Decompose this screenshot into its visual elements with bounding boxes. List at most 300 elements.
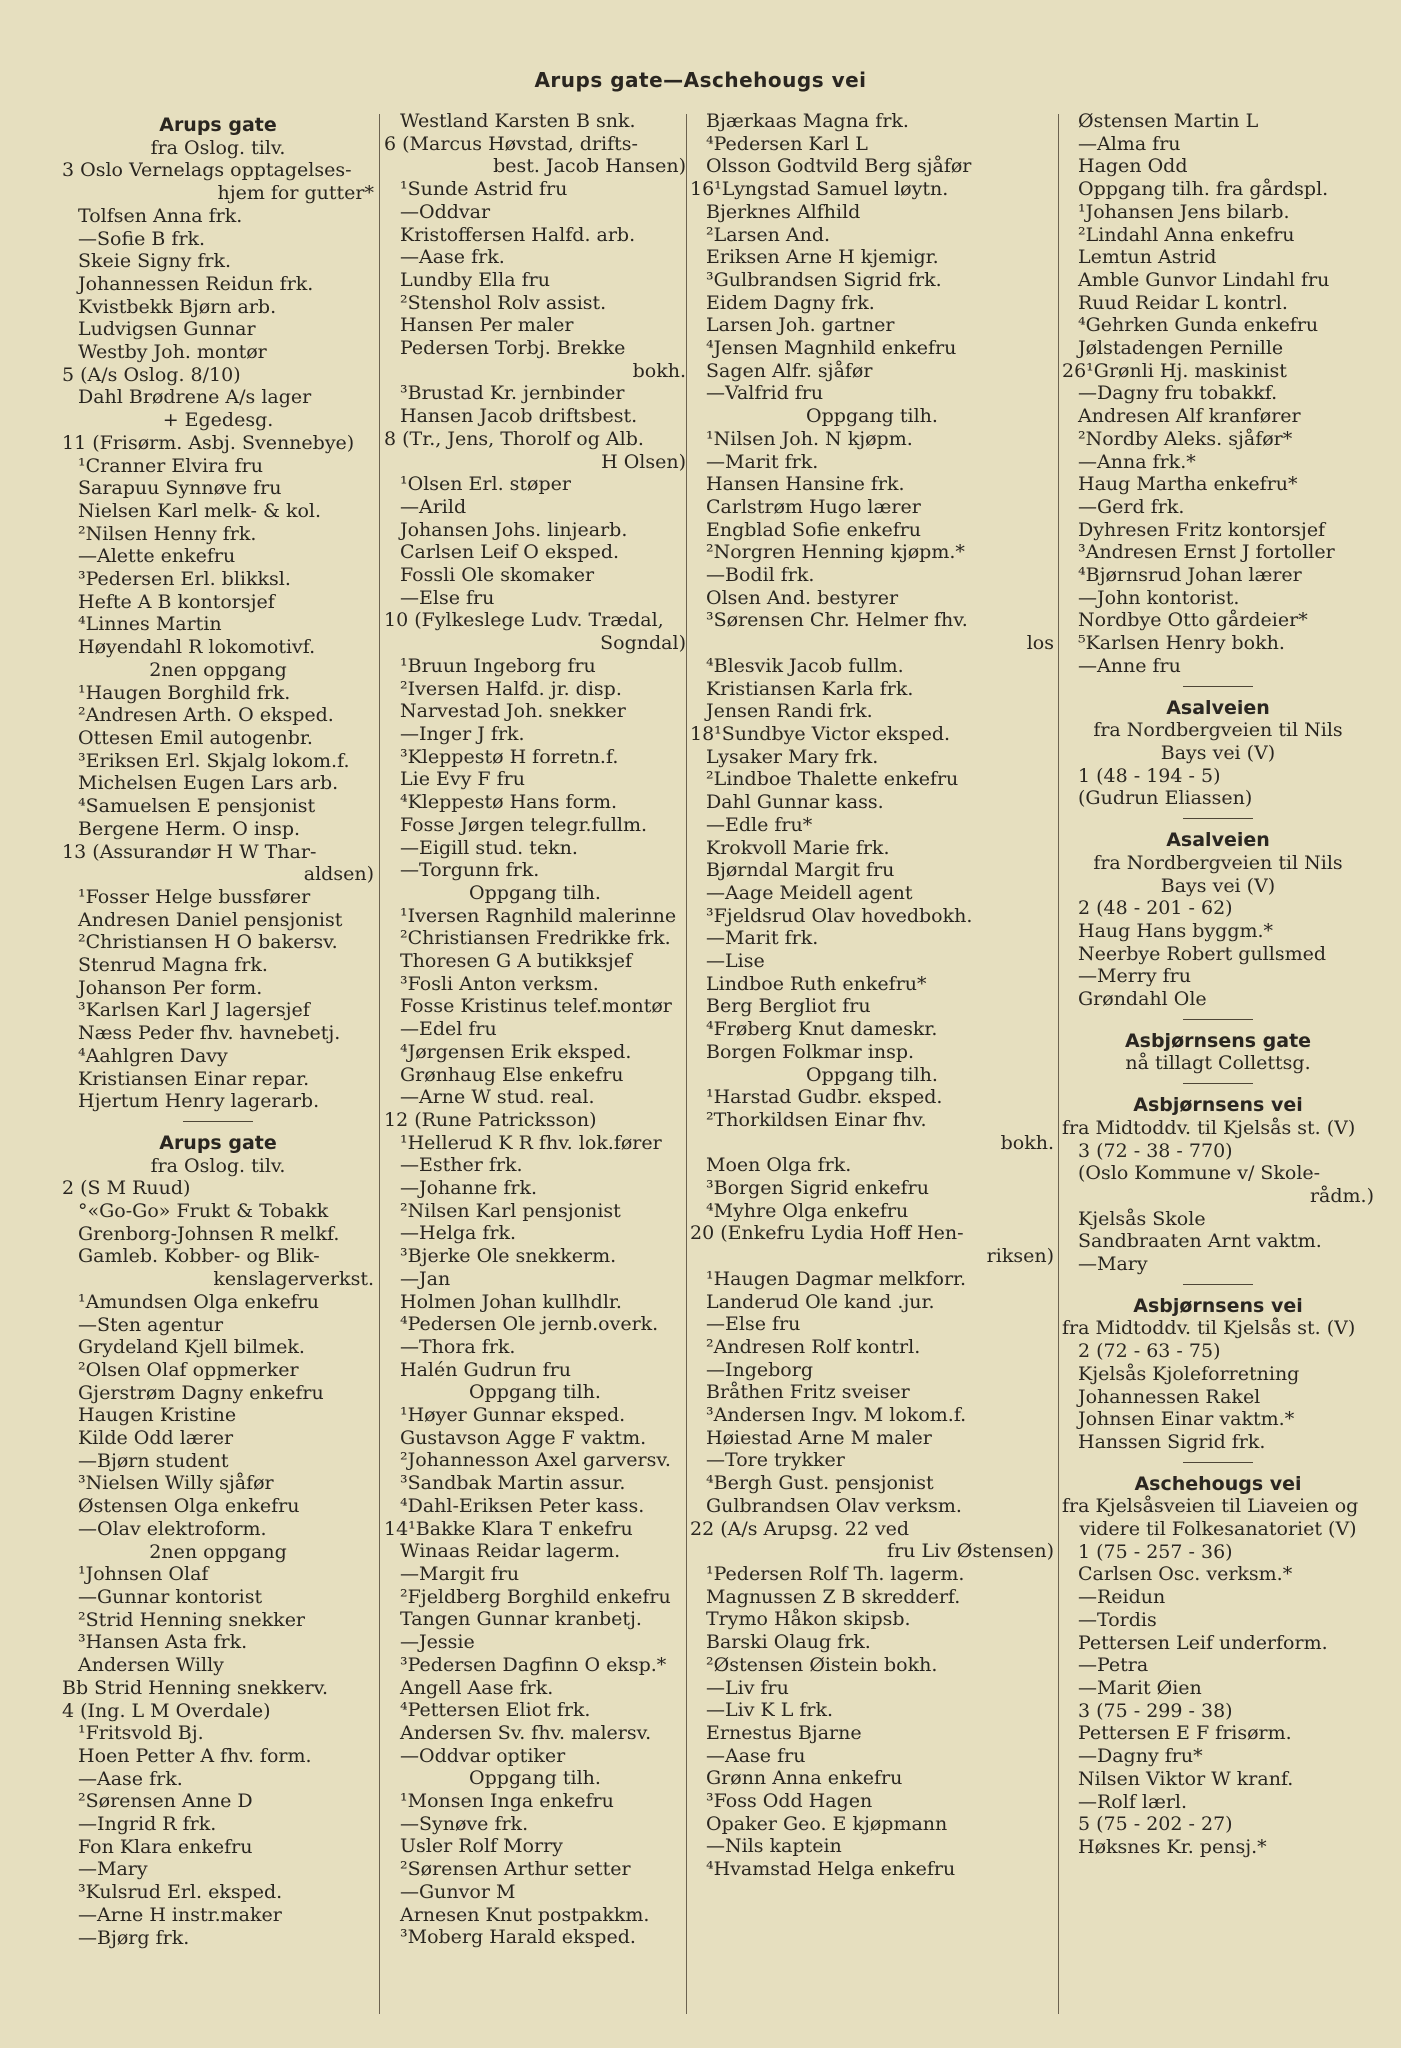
directory-line: Pettersen Leif underform. <box>1078 1631 1328 1654</box>
directory-line: 2 (72 - 63 - 75) <box>1078 1340 1221 1363</box>
directory-line: 2 (S M Ruud) <box>62 1177 191 1200</box>
directory-line: Østensen Martin L <box>1078 110 1259 132</box>
directory-line: ³Andersen Ingv. M lokom.f. <box>706 1404 967 1427</box>
directory-line: Michelsen Eugen Lars arb. <box>78 772 339 795</box>
directory-line: ³Brustad Kr. jernbinder <box>400 382 625 405</box>
directory-line: Nilsen Viktor W kranf. <box>1078 1767 1294 1790</box>
directory-line: —Bjørn student <box>78 1449 229 1472</box>
directory-line: Haug Martha enkefru* <box>1078 473 1298 496</box>
directory-line: —Nils kaptein <box>706 1835 842 1858</box>
directory-line: —Liv K L frk. <box>706 1699 834 1722</box>
directory-line: ³Foss Odd Hagen <box>706 1790 873 1813</box>
directory-line: ³Andresen Ernst J fortoller <box>1078 541 1335 564</box>
directory-line: Grønn Anna enkefru <box>706 1767 903 1790</box>
directory-line: —Rolf lærl. <box>1078 1790 1188 1813</box>
directory-line: ³Hansen Asta frk. <box>78 1631 248 1654</box>
directory-line: Moen Olga frk. <box>706 1154 852 1177</box>
directory-line: Andersen Willy <box>78 1654 224 1677</box>
directory-line: ¹Pedersen Rolf Th. lagerm. <box>706 1563 965 1585</box>
directory-line: ¹Høyer Gunnar eksped. <box>400 1404 626 1427</box>
directory-line: Lundby Ella fru <box>400 268 550 291</box>
directory-line: Kristiansen Einar repar. <box>78 1067 310 1090</box>
directory-line: Trymo Håkon skipsb. <box>706 1608 911 1631</box>
directory-line: Carlstrøm Hugo lærer <box>706 495 921 518</box>
directory-line: fra Nordbergveien til Nils <box>1093 719 1343 742</box>
directory-line: ²Andresen Rolf kontrl. <box>706 1335 921 1358</box>
directory-line: ³Sandbak Martin assur. <box>400 1472 626 1495</box>
directory-line: 5 (75 - 202 - 27) <box>1078 1813 1233 1836</box>
directory-line: ³Borgen Sigrid enkefru <box>706 1177 929 1200</box>
directory-line: 12 (Rune Patricksson) <box>384 1108 597 1131</box>
directory-line: (Oslo Kommune v/ Skole- <box>1078 1162 1321 1185</box>
directory-line: Opaker Geo. E kjøpmann <box>706 1812 948 1835</box>
directory-line: Neerbye Robert gullsmed <box>1078 942 1327 965</box>
directory-line: Haug Hans byggm.* <box>1078 919 1274 942</box>
directory-line: ⁴Bergh Gust. pensjonist <box>706 1472 934 1495</box>
directory-line: —Bodil frk. <box>706 564 815 587</box>
directory-line: riksen) <box>986 1245 1054 1268</box>
directory-line: Bjørndal Margit fru <box>706 859 895 882</box>
directory-line: —Thora frk. <box>400 1335 516 1358</box>
directory-line: ²Fjeldberg Borghild enkefru <box>400 1585 671 1608</box>
directory-line: —Gunvor M <box>400 1880 516 1903</box>
section-divider <box>1183 818 1253 819</box>
directory-line: ²Iversen Halfd. jr. disp. <box>400 677 622 700</box>
directory-line: —Lise <box>706 950 765 973</box>
directory-line: Landerud Ole kand .jur. <box>706 1290 935 1313</box>
directory-line: —Gerd frk. <box>1078 495 1185 518</box>
directory-line: ³Moberg Harald eksped. <box>400 1926 636 1949</box>
directory-line: —Marit Øien <box>1078 1677 1202 1699</box>
directory-line: ¹Haugen Dagmar melkforr. <box>706 1267 967 1290</box>
directory-line: —Mary <box>1078 1253 1148 1276</box>
directory-line: Borgen Folkmar insp. <box>706 1040 915 1063</box>
directory-line: —Bjørg frk. <box>78 1926 190 1949</box>
directory-line: Johannessen Reidun frk. <box>78 272 314 295</box>
column-rule <box>379 114 380 2014</box>
street-heading: Asbjørnsens vei <box>1133 1094 1303 1117</box>
directory-line: Westby Joh. montør <box>78 341 267 364</box>
directory-line: Skeie Signy frk. <box>78 250 232 273</box>
directory-line: ³Kulsrud Erl. eksped. <box>78 1881 283 1904</box>
directory-line: —Aase frk. <box>400 246 505 269</box>
directory-line: 2nen oppgang <box>149 1540 287 1563</box>
street-heading: Asbjørnsens gate <box>1124 1029 1312 1052</box>
directory-line: Oppgang tilh. fra gårdspl. <box>1078 178 1329 201</box>
street-heading: Asbjørnsens vei <box>1133 1294 1303 1317</box>
section-divider <box>1183 1462 1253 1463</box>
street-heading: Aschehougs vei <box>1134 1472 1302 1495</box>
directory-line: Nordbye Otto gårdeier* <box>1078 609 1308 632</box>
directory-line: Thoresen G A butikksjef <box>400 950 632 973</box>
directory-line: ²Nilsen Karl pensjonist <box>400 1199 621 1222</box>
directory-line: ⁴Gehrken Gunda enkefru <box>1078 314 1319 337</box>
directory-line: Holmen Johan kullhdlr. <box>400 1290 622 1313</box>
directory-line: ²Christiansen H O bakersv. <box>78 931 338 954</box>
directory-line: ³Fosli Anton verksm. <box>400 972 599 995</box>
directory-line: Dahl Brødrene A/s lager <box>78 386 312 409</box>
directory-line: Carlsen Leif O eksped. <box>400 541 620 564</box>
section-divider <box>1183 1083 1253 1084</box>
directory-line: ⁴Frøberg Knut dameskr. <box>706 1018 938 1041</box>
directory-line: Bb Strid Henning snekkerv. <box>62 1676 329 1699</box>
directory-line: —Jessie <box>400 1631 475 1654</box>
directory-line: best. Jacob Hansen) <box>493 155 686 178</box>
directory-line: Hjertum Henry lagerarb. <box>78 1090 320 1113</box>
directory-line: Gustavson Agge F vaktm. <box>400 1426 647 1449</box>
column-3 <box>690 110 1054 1881</box>
directory-line: ¹Iversen Ragnhild malerinne <box>400 904 677 927</box>
directory-line: —Arne W stud. real. <box>400 1086 595 1109</box>
directory-line: ¹Harstad Gudbr. eksped. <box>706 1086 943 1109</box>
directory-line: Kristiansen Karla frk. <box>706 677 914 700</box>
directory-line: ²Larsen And. <box>706 223 831 246</box>
directory-line: Usler Rolf Morry <box>400 1835 563 1858</box>
directory-line: —Tore trykker <box>706 1449 845 1472</box>
directory-line: 1 (48 - 194 - 5) <box>1078 764 1221 787</box>
directory-line: ³Fjeldsrud Olav hovedbokh. <box>706 904 973 927</box>
directory-line: Hansen Jacob driftsbest. <box>400 405 638 428</box>
directory-line: Bergene Herm. O insp. <box>78 817 301 840</box>
directory-line: 26¹Grønli Hj. maskinist <box>1062 359 1287 382</box>
directory-line: Lysaker Mary frk. <box>706 745 879 768</box>
directory-line: nå tillagt Collettsg. <box>1125 1052 1311 1075</box>
directory-line: —Arne H instr.maker <box>78 1903 282 1926</box>
directory-line: —Dagny fru tobakkf. <box>1078 382 1278 405</box>
directory-line: Dahl Gunnar kass. <box>706 791 884 814</box>
directory-line: (Gudrun Eliassen) <box>1078 787 1253 810</box>
directory-line: ³Pedersen Dagfinn O eksp.* <box>400 1653 667 1676</box>
directory-line: ⁴Pedersen Karl L <box>706 132 868 155</box>
directory-line: Andersen Sv. fhv. malersv. <box>400 1721 652 1744</box>
directory-line: ²Andresen Arth. O eksped. <box>78 704 334 727</box>
directory-line: —Arild <box>400 495 467 518</box>
directory-line: —Marit frk. <box>706 450 819 473</box>
directory-line: Oppgang tilh. <box>806 1063 938 1086</box>
directory-line: Høksnes Kr. pensj.* <box>1078 1835 1267 1858</box>
directory-line: —Else fru <box>400 586 495 609</box>
directory-line: ²Christiansen Fredrikke frk. <box>400 927 671 950</box>
directory-line: ¹Fritsvold Bj. <box>78 1722 204 1745</box>
directory-line: —Alma fru <box>1078 132 1181 155</box>
directory-line: Kjelsås Skole <box>1078 1207 1206 1230</box>
directory-line: Gamleb. Kobber- og Blik- <box>78 1245 320 1268</box>
directory-line: Lie Evy F fru <box>400 768 525 791</box>
directory-line: ⁴Samuelsen E pensjonist <box>78 795 316 818</box>
directory-line: —Ingeborg <box>706 1358 813 1381</box>
directory-line: ²Nilsen Henny frk. <box>78 522 257 545</box>
section-divider <box>1183 1019 1253 1020</box>
directory-line: Pedersen Torbj. Brekke <box>400 337 626 360</box>
directory-line: Hefte A B kontorsjef <box>78 590 275 613</box>
directory-line: ¹Hellerud K R fhv. lok.fører <box>400 1131 662 1154</box>
directory-line: videre til Folkesanatoriet (V) <box>1079 1518 1357 1541</box>
directory-line: Fosse Jørgen telegr.fullm. <box>400 813 648 836</box>
directory-line: —John kontorist. <box>1078 586 1240 609</box>
directory-line: ⁴Myhre Olga enkefru <box>706 1199 909 1222</box>
directory-line: ³Pedersen Erl. blikksl. <box>78 568 291 591</box>
directory-line: —Jan <box>400 1267 451 1290</box>
directory-line: ³Eriksen Erl. Skjalg lokom.f. <box>78 749 350 772</box>
directory-line: ¹Sunde Astrid fru <box>400 178 568 201</box>
directory-line: 20 (Enkefru Lydia Hoff Hen- <box>690 1222 964 1245</box>
directory-line: ³Sørensen Chr. Helmer fhv. <box>706 609 968 632</box>
directory-line: Kjelsås Kjoleforretning <box>1078 1362 1300 1385</box>
directory-line: Olsen And. bestyrer <box>706 586 899 609</box>
directory-line: fra Midtoddv. til Kjelsås st. (V) <box>1062 1116 1356 1139</box>
directory-line: Pettersen E F frisørm. <box>1078 1722 1292 1745</box>
directory-line: 1 (75 - 257 - 36) <box>1078 1540 1233 1563</box>
directory-line: —Esther frk. <box>400 1154 523 1177</box>
directory-line: Sogndal) <box>600 632 686 655</box>
directory-columns <box>62 110 1374 2030</box>
directory-line: Ruud Reidar L kontrl. <box>1078 291 1288 314</box>
directory-line: Gulbrandsen Olav verksm. <box>706 1494 962 1517</box>
directory-line: ⁴Pettersen Eliot frk. <box>400 1699 591 1722</box>
directory-line: Kristoffersen Halfd. arb. <box>400 223 636 246</box>
directory-line: hjem for gutter* <box>217 182 374 205</box>
directory-line: Fossli Ole skomaker <box>400 564 595 587</box>
directory-line: Høiestad Arne M maler <box>706 1426 932 1449</box>
directory-line: Winaas Reidar lagerm. <box>400 1540 621 1563</box>
directory-line: Høyendahl R lokomotivf. <box>78 636 316 659</box>
directory-line: —Tordis <box>1078 1608 1157 1631</box>
directory-line: bokh. <box>1000 1131 1054 1154</box>
directory-line: ²Johannesson Axel garversv. <box>400 1449 671 1472</box>
directory-line: Magnussen Z B skredderf. <box>706 1585 961 1608</box>
directory-line: Lemtun Astrid <box>1078 246 1217 269</box>
directory-line: 6 (Marcus Høvstad, drifts- <box>384 132 638 155</box>
directory-line: Grydeland Kjell bilmek. <box>78 1336 305 1359</box>
directory-line: Sarapuu Synnøve fru <box>78 477 282 500</box>
directory-line: 22 (A/s Arupsg. 22 ved <box>690 1517 910 1540</box>
directory-line: kenslagerverkst. <box>213 1268 374 1291</box>
directory-line: Bays vei (V) <box>1160 874 1276 897</box>
directory-line: ³Gulbrandsen Sigrid frk. <box>706 268 942 291</box>
directory-line: fra Nordbergveien til Nils <box>1093 851 1343 874</box>
column-1 <box>62 110 374 1949</box>
directory-line: H Olsen) <box>601 450 686 473</box>
directory-line: Haugen Kristine <box>78 1404 237 1427</box>
directory-line: ³Karlsen Karl J lagersjef <box>78 999 310 1022</box>
directory-line: ¹Fosser Helge bussfører <box>78 885 311 908</box>
directory-line: Ernestus Bjarne <box>706 1721 862 1744</box>
directory-line: ²Lindahl Anna enkefru <box>1078 223 1295 246</box>
directory-line: ⁴Jensen Magnhild enkefru <box>706 337 957 360</box>
directory-line: ¹Haugen Borghild frk. <box>78 681 291 704</box>
directory-line: Bråthen Fritz sveiser <box>706 1381 910 1404</box>
directory-line: ⁴Dahl-Eriksen Peter kass. <box>400 1494 645 1517</box>
directory-line: ¹Olsen Erl. støper <box>400 473 571 496</box>
directory-line: 2nen oppgang <box>149 658 287 681</box>
directory-line: —Synøve frk. <box>400 1812 529 1835</box>
street-heading: Asalveien <box>1166 829 1270 852</box>
directory-line: ²Lindboe Thalette enkefru <box>706 768 959 791</box>
directory-line: Hansen Hansine frk. <box>706 473 905 496</box>
directory-line: 5 (A/s Oslog. 8/10) <box>62 363 241 386</box>
directory-line: Tolfsen Anna frk. <box>78 204 243 227</box>
directory-line: Jensen Randi frk. <box>706 700 873 723</box>
directory-line: Amble Gunvor Lindahl fru <box>1078 268 1330 291</box>
directory-line: ⁴Jørgensen Erik eksped. <box>400 1040 632 1063</box>
directory-line: ⁴Linnes Martin <box>78 613 222 636</box>
directory-line: Eriksen Arne H kjemigr. <box>706 246 939 269</box>
directory-line: —Marit frk. <box>706 927 819 950</box>
running-head: Arups gate—Aschehougs vei <box>534 68 867 92</box>
directory-line: Angell Aase frk. <box>400 1676 554 1699</box>
directory-line: Oppgang tilh. <box>806 405 938 428</box>
directory-line: —Oddvar optiker <box>400 1744 566 1767</box>
directory-line: ⁴Pedersen Ole jernb.overk. <box>400 1313 659 1336</box>
directory-line: fra Oslog. tilv. <box>150 136 286 159</box>
directory-line: 14¹Bakke Klara T enkefru <box>384 1517 633 1540</box>
directory-line: 8 (Tr., Jens, Thorolf og Alb. <box>384 427 644 450</box>
directory-line: Bjerknes Alfhild <box>706 200 861 223</box>
directory-line: Carlsen Osc. verksm.* <box>1078 1563 1293 1586</box>
directory-line: ²Thorkildsen Einar fhv. <box>706 1108 927 1131</box>
directory-line: —Liv fru <box>706 1676 789 1699</box>
directory-line: 10 (Fylkeslege Ludv. Trædal, <box>384 609 664 632</box>
directory-line: los <box>1026 632 1054 655</box>
directory-line: Hoen Petter A fhv. form. <box>78 1744 312 1767</box>
directory-line: Oppgang tilh. <box>469 881 601 904</box>
directory-line: Dyhresen Fritz kontorsjef <box>1078 518 1326 541</box>
directory-line: Næss Peder fhv. havnebetj. <box>78 1022 341 1045</box>
directory-line: ¹Bruun Ingeborg fru <box>400 654 596 677</box>
directory-line: ¹Johansen Jens bilarb. <box>1078 200 1290 223</box>
directory-line: —Sofie B frk. <box>78 227 206 250</box>
street-heading: Asalveien <box>1166 696 1270 719</box>
directory-line: ⁴Bjørnsrud Johan lærer <box>1078 564 1302 587</box>
street-heading: Arups gate <box>159 1131 277 1154</box>
directory-line: Eidem Dagny frk. <box>706 291 875 314</box>
directory-line: —Olav elektroform. <box>78 1517 267 1540</box>
street-heading: Arups gate <box>159 114 277 136</box>
directory-line: Hagen Odd <box>1078 155 1188 178</box>
directory-line: Berg Bergliot fru <box>706 995 871 1018</box>
directory-line: fra Oslog. tilv. <box>150 1154 286 1177</box>
directory-line: Hansen Per maler <box>400 314 574 337</box>
directory-line: —Torgunn frk. <box>400 859 540 882</box>
directory-line: ²Østensen Øistein bokh. <box>706 1653 938 1676</box>
directory-line: ¹Amundsen Olga enkefru <box>78 1290 320 1313</box>
directory-line: —Valfrid fru <box>706 382 824 405</box>
directory-line: Lindboe Ruth enkefru* <box>706 972 927 995</box>
directory-line: Barski Olaug frk. <box>706 1631 871 1654</box>
directory-line: fra Kjelsåsveien til Liaveien og <box>1062 1495 1359 1518</box>
directory-line: ²Strid Henning snekker <box>78 1608 306 1631</box>
directory-line: ²Nordby Aleks. sjåfør* <box>1078 427 1293 450</box>
directory-line: 13 (Assurandør H W Thar- <box>62 840 317 863</box>
directory-line: ⁴Kleppestø Hans form. <box>400 791 618 814</box>
directory-line: ¹Nilsen Joh. N kjøpm. <box>706 427 913 450</box>
directory-line: Fon Klara enkefru <box>78 1835 253 1858</box>
directory-line: Tangen Gunnar kranbetj. <box>400 1608 642 1631</box>
column-2 <box>384 110 686 1949</box>
directory-line: Johnsen Einar vaktm.* <box>1078 1408 1295 1431</box>
section-divider <box>1183 1284 1253 1285</box>
directory-line: + Egedesg. <box>162 409 274 432</box>
directory-line: ³Bjerke Ole snekkerm. <box>400 1245 617 1268</box>
directory-line: Oppgang tilh. <box>469 1767 601 1790</box>
directory-line: Grønhaug Else enkefru <box>400 1063 624 1086</box>
column-rule <box>1058 114 1059 2014</box>
directory-line: —Johanne frk. <box>400 1177 538 1200</box>
directory-line: —Else fru <box>706 1313 801 1336</box>
directory-line: 11 (Frisørm. Asbj. Svennebye) <box>62 431 355 454</box>
directory-line: —Reidun <box>1078 1586 1166 1609</box>
directory-line: Bjærkaas Magna frk. <box>706 110 909 132</box>
directory-line: Johanson Per form. <box>78 976 263 999</box>
section-divider <box>183 1121 253 1122</box>
directory-line: 4 (Ing. L M Overdale) <box>62 1699 271 1722</box>
directory-line: Andresen Alf kranfører <box>1078 405 1301 428</box>
directory-line: ⁴Blesvik Jacob fullm. <box>706 654 904 677</box>
directory-line: —Aase fru <box>706 1744 806 1767</box>
directory-line: —Aase frk. <box>78 1767 183 1790</box>
directory-line: Fosse Kristinus telef.montør <box>400 995 672 1018</box>
directory-line: Krokvoll Marie frk. <box>706 836 890 859</box>
directory-line: —Sten agentur <box>78 1313 224 1336</box>
directory-line: ³Kleppestø H forretn.f. <box>400 745 619 768</box>
column-rule <box>686 114 687 2014</box>
directory-line: Ludvigsen Gunnar <box>78 318 256 341</box>
directory-line: fru Liv Østensen) <box>887 1540 1054 1563</box>
directory-line: —Aage Meidell agent <box>706 881 913 904</box>
directory-line: Gjerstrøm Dagny enkefru <box>78 1381 324 1404</box>
directory-line: Engblad Sofie enkefru <box>706 518 922 541</box>
directory-line: ²Stenshol Rolv assist. <box>400 291 607 314</box>
directory-line: ²Sørensen Arthur setter <box>400 1858 631 1881</box>
directory-line: Johansen Johs. linjearb. <box>400 518 628 541</box>
directory-line: Grøndahl Ole <box>1078 988 1207 1011</box>
directory-line: Narvestad Joh. snekker <box>400 700 626 723</box>
directory-line: —Mary <box>78 1858 148 1881</box>
directory-line: —Dagny fru* <box>1078 1745 1203 1768</box>
directory-line: 3 (72 - 38 - 770) <box>1078 1139 1233 1162</box>
directory-line: ¹Johnsen Olaf <box>78 1563 209 1586</box>
directory-line: 3 (75 - 299 - 38) <box>1078 1699 1233 1722</box>
directory-line: ⁴Hvamstad Helga enkefru <box>706 1858 956 1881</box>
directory-line: Halén Gudrun fru <box>400 1358 572 1381</box>
directory-line: Larsen Joh. gartner <box>706 314 895 337</box>
directory-line: —Gunnar kontorist <box>78 1586 263 1608</box>
directory-line: aldsen) <box>303 863 374 886</box>
directory-line: ¹Monsen Inga enkefru <box>400 1790 614 1813</box>
directory-line: Bays vei (V) <box>1160 741 1276 764</box>
directory-line: Kilde Odd lærer <box>78 1427 234 1450</box>
directory-line: ²Olsen Olaf oppmerker <box>78 1358 299 1381</box>
directory-line: ⁵Karlsen Henry bokh. <box>1078 632 1285 655</box>
directory-line: —Ingrid R frk. <box>78 1813 217 1836</box>
directory-line: —Anne fru <box>1078 654 1181 677</box>
directory-line: Oppgang tilh. <box>469 1381 601 1404</box>
directory-line: —Helga frk. <box>400 1222 517 1245</box>
directory-line: —Inger J frk. <box>400 722 525 745</box>
directory-line: Kvistbekk Bjørn arb. <box>78 295 277 318</box>
directory-line: °«Go-Go» Frukt & Tobakk <box>78 1200 329 1223</box>
directory-line: Jølstadengen Pernille <box>1078 337 1284 360</box>
directory-line: Ottesen Emil autogenbr. <box>78 726 313 749</box>
directory-line: —Edel fru <box>400 1018 497 1041</box>
directory-line: Hanssen Sigrid frk. <box>1078 1430 1266 1453</box>
directory-line: rådm.) <box>1309 1184 1374 1207</box>
directory-line: —Alette enkefru <box>78 545 236 568</box>
directory-line: —Petra <box>1078 1654 1149 1677</box>
directory-line: —Merry fru <box>1078 965 1191 988</box>
directory-line: ³Nielsen Willy sjåfør <box>78 1472 274 1495</box>
directory-line: Johannessen Rakel <box>1078 1385 1261 1408</box>
